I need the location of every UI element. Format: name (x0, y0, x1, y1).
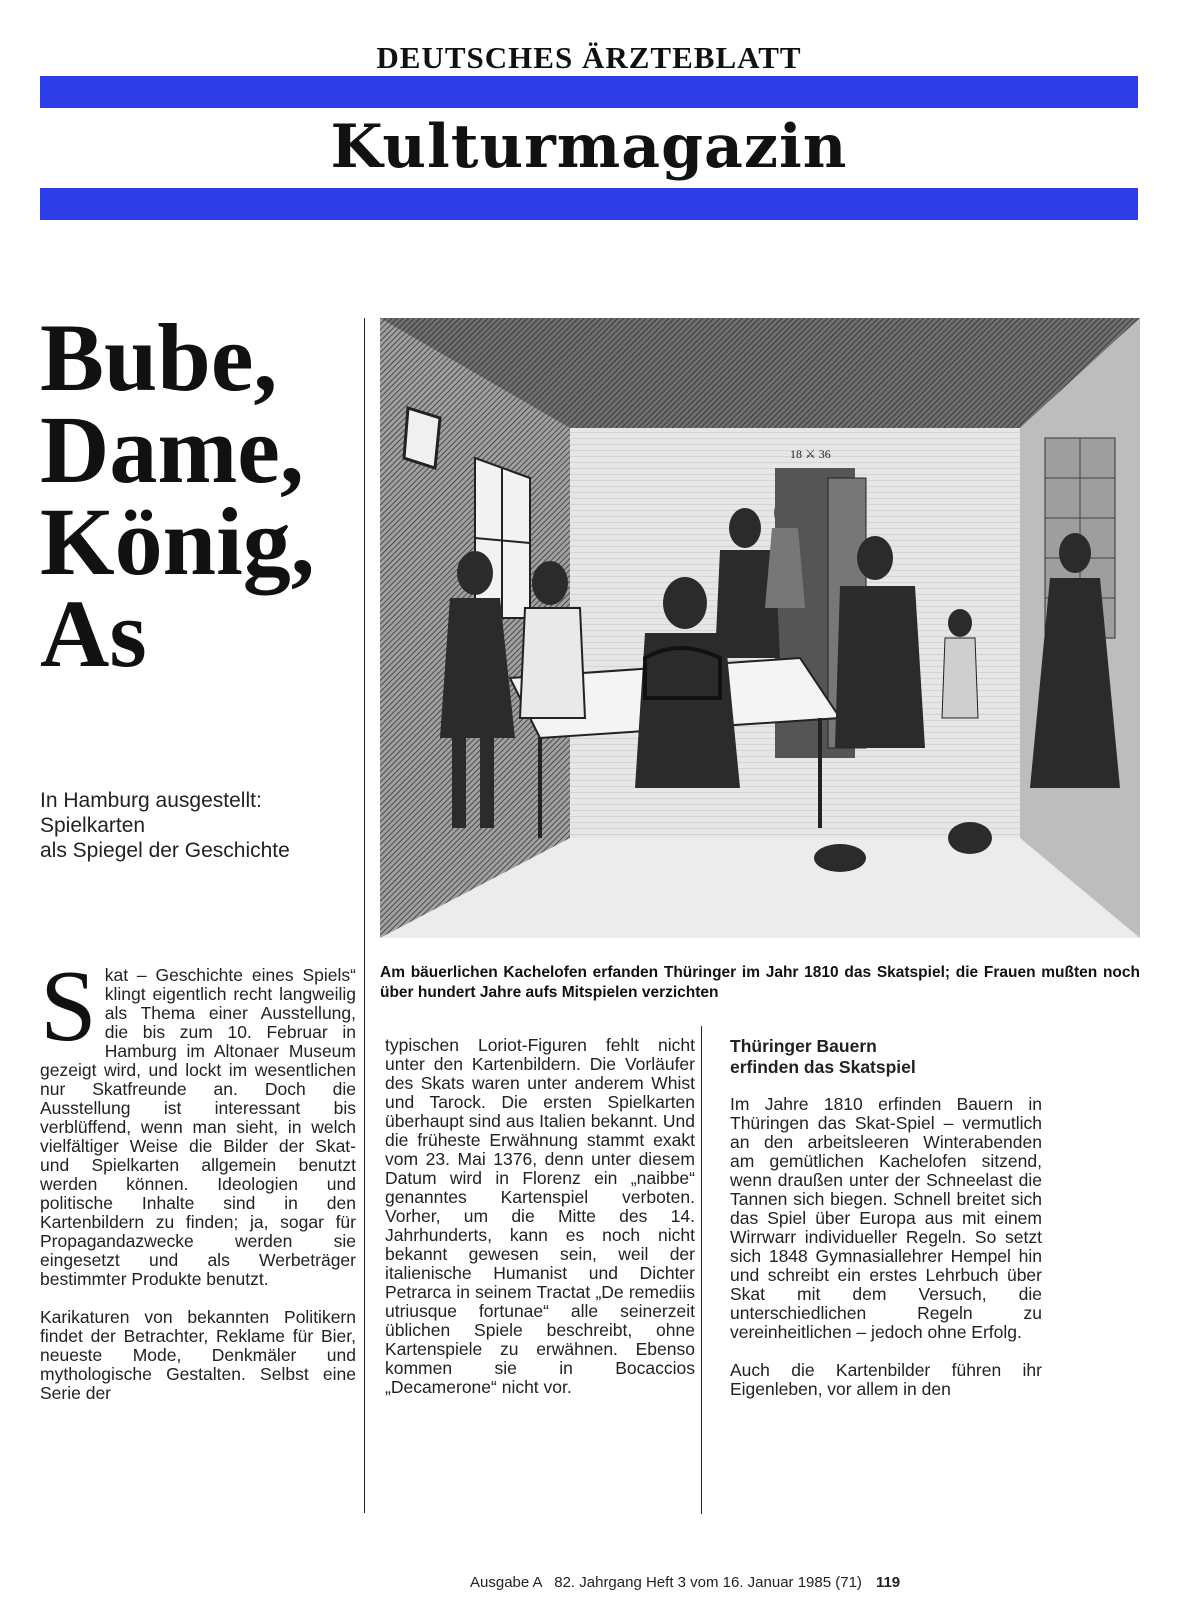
subheading-line-2: erfinden das Skatspiel (730, 1057, 916, 1077)
card-players-illustration (380, 318, 1140, 938)
page-footer (470, 1574, 900, 1591)
column1-p1-text: kat – Geschichte eines Spiels“ klingt eigentlich recht langweilig als Thema einer Ausstellung, die bis zum 10. Februar in Hamburg im Altonaer Museum gezeigt wird, und lockt im wesentlichen nur Skatfreunde an. Doch die Ausstellung ist interessant bis verblüffend, wenn man sieht, in welch vielfältiger Weise die Bilder der Skat- und Spielkarten allgemein benutzt werden können. Ideologien und politische Inhalte sind in den Kartenbildern zu finden; ja, sogar für Propagandazwecke werden sie eingesetzt und als Werbeträger bestimmter Produkte benutzt. (40, 965, 356, 1289)
subhead-line-2: Spielkarten (40, 814, 146, 837)
column3-subheading (730, 1036, 1042, 1078)
headline-line-2: Dame, (40, 396, 304, 503)
column1-paragraph-2: Karikaturen von bekannten Politikern findet der Betrachter, Reklame für Bier, neueste Mode, Denkmäler und mythologische Gestalten. Selbst eine Serie der (40, 1307, 356, 1403)
masthead: DEUTSCHES ÄRZTEBLATT (376, 40, 802, 75)
column3-paragraph-1: Im Jahre 1810 erfinden Bauern in Thüringen das Skat-Spiel – vermutlich an den arbeitsleeren Winterabenden am gemütlichen Kachelofen sitzend, wenn draußen unter der Schneelast die Tannen sich biegen. Schnell breitet sich das Spiel über Europa aus mit einem Wirrwarr individueller Regeln. So setzt sich 1848 Gymnasiallehrer Hempel hin und schreibt ein erstes Lehrbuch über Skat mit dem Versuch, die unterschiedlichen Regeln zu vereinheitlichen – jedoch ohne Erfolg. (730, 1094, 1042, 1342)
article-subhead (40, 788, 370, 863)
year-inscription: 18 ⚔ 36 (790, 447, 831, 461)
page-number: 119 (875, 1574, 901, 1591)
article-column-2 (385, 1036, 695, 1416)
column-divider-right (701, 1026, 702, 1514)
column3-paragraph-2: Auch die Kartenbilder führen ihr Eigenleben, vor allem in den (730, 1360, 1042, 1399)
issue-info: Ausgabe A 82. Jahrgang Heft 3 vom 16. Januar 1985 (71) (470, 1574, 862, 1591)
headline-line-1: Bube, (40, 304, 278, 411)
column2-paragraph-1: typischen Loriot-Figuren fehlt nicht unter den Kartenbildern. Die Vorläufer des Skats waren unter anderem Whist und Tarock. Die ersten Spielkarten überhaupt sind aus Italien bekannt. Und die früheste Erwähnung stammt exakt vom 23. Mai 1376, denn unter diesem Datum wird in Florenz ein „naibbe“ genanntes Kartenspiel verboten. Vorher, um die Mitte des 14. Jahrhunderts, kann es noch nicht bekannt gewesen sein, weil der italienische Humanist und Dichter Petrarca in seinem Tractat „De remediis utriusque fortunae“ alle seinerzeit üblichen Spiele beschreibt, ohne Kartenspiele zu erwähnen. Ebenso kommen sie in Bocaccios „Decamerone“ nicht vor. (385, 1035, 695, 1397)
article-column-1 (40, 950, 356, 1422)
subhead-line-1: In Hamburg ausgestellt: (40, 789, 262, 812)
column1-paragraph-1 (40, 950, 356, 1289)
column-divider-left (364, 318, 365, 1513)
image-caption: Am bäuerlichen Kachelofen erfanden Thüringer im Jahr 1810 das Skatspiel; die Frauen mußten noch über hundert Jahre aufs Mitspielen verzichten (380, 964, 1140, 1001)
subhead-line-3: als Spiegel der Geschichte (40, 839, 290, 862)
article-headline (40, 304, 360, 687)
article-column-3 (730, 1036, 1042, 1418)
bottom-blue-bar (40, 188, 1138, 220)
subheading-line-1: Thüringer Bauern (730, 1036, 877, 1056)
headline-line-3: König, (40, 488, 315, 595)
drop-cap: S (40, 950, 97, 1063)
section-title: Kulturmagazin (330, 112, 848, 182)
top-blue-bar (40, 76, 1138, 108)
headline-line-4: As (40, 580, 147, 687)
